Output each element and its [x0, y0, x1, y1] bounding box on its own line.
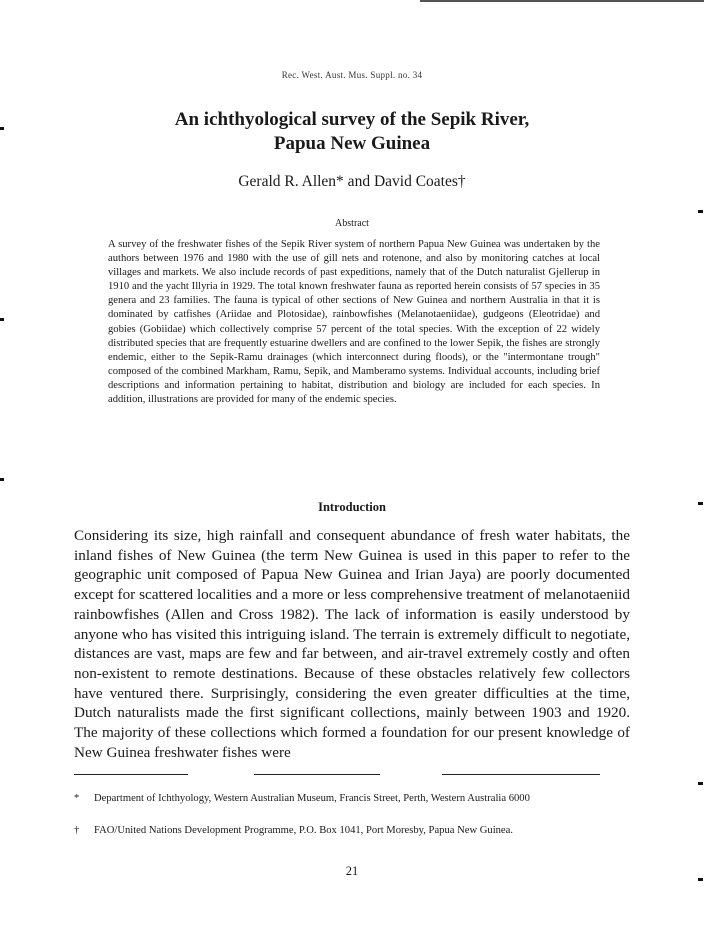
introduction-heading: Introduction [318, 500, 386, 514]
footnote-separator [74, 774, 630, 776]
abstract-heading: Abstract [335, 218, 369, 229]
title-line: An ichthyological survey of the Sepik River, [174, 109, 530, 130]
scan-top-edge [420, 0, 704, 2]
abstract-text: A survey of the freshwater fishes of the Sepik River system of northern Papua New Guinea was undertaken by the authors between 1976 and 1980 with the use of gill nets and rotenone, and also by monitoring catches at local villages and markets. We also include records of past expeditions, namely that of the Dutch naturalist Gjellerup in 1910 and the yacht Illyria in 1929. The total known freshwater fauna as reported herein consists of 57 species in 35 genera and 23 families. The fauna is typical of other sections of New Guinea and northern Australia in that it is dominated by catfishes (Ariidae and Plotosidae), rainbowfishes (Melanotaeniidae), gudgeons (Eleotridae) and gobies (Gobiidae) which collectively comprise 57 percent of the total species. With the exception of 22 widely distributed species that are frequently estuarine dwellers and are confined to the lower Sepik, the fishes are strongly endemic, either to the Sepik-Ramu drainages (which interconnect during floods), or the "intermontane trough" composed of the combined Markham, Ramu, Sepik, and Mamberamo systems. Individual accounts, including brief descriptions and information pertaining to habitat, distribution and biology are included for each species. In addition, illustrations are provided for many of the endemic species. [108, 239, 600, 406]
separator-rule [442, 774, 600, 775]
footnote-mark: * [74, 793, 80, 804]
scan-edge-mark [0, 318, 4, 321]
separator-rule [254, 774, 380, 775]
running-head: Rec. West. Aust. Mus. Suppl. no. 34 [281, 70, 423, 80]
footnote-text: Department of Ichthyology, Western Australian Museum, Francis Street, Perth, Western Australia 6000 [94, 793, 530, 804]
introduction-text: Considering its size, high rainfall and consequent abundance of fresh water habitats, the inland fishes of New Guinea (the term New Guinea is used in this paper to refer to the geographic unit composed of Papua New Guinea and Irian Jaya) are poorly documented except for scattered localities and a more or less comprehensive treatment of melanotaeniid rainbowfishes (Allen and Cross 1982). The lack of information is easily understood by anyone who has visited this intriguing island. The terrain is extremely difficult to negotiate, distances are vast, maps are few and far between, and air-travel extremely costly and often non-existent to remote destinations. Because of these obstacles relatively few collectors have ventured there. Surprisingly, considering the even greater difficulties at the time, Dutch naturalists made the first significant collections, mainly between 1903 and 1920. The majority of these collections which formed a foundation for our present knowledge of New Guinea freshwater fishes were [74, 527, 630, 761]
scan-edge-mark [698, 210, 703, 213]
footnote-mark: † [74, 825, 80, 836]
footnote-text: FAO/United Nations Development Programme, P.O. Box 1041, Port Moresby, Papua New Guinea. [94, 825, 513, 836]
scan-edge-mark [0, 478, 4, 481]
page-number: 21 [345, 864, 359, 878]
scan-edge-mark [698, 782, 703, 785]
authors: Gerald R. Allen* and David Coates† [238, 173, 466, 190]
footnote [74, 824, 630, 838]
title-line: Papua New Guinea [273, 133, 431, 154]
footnote [74, 792, 630, 806]
separator-rule [74, 774, 188, 775]
paper-title [0, 108, 704, 156]
